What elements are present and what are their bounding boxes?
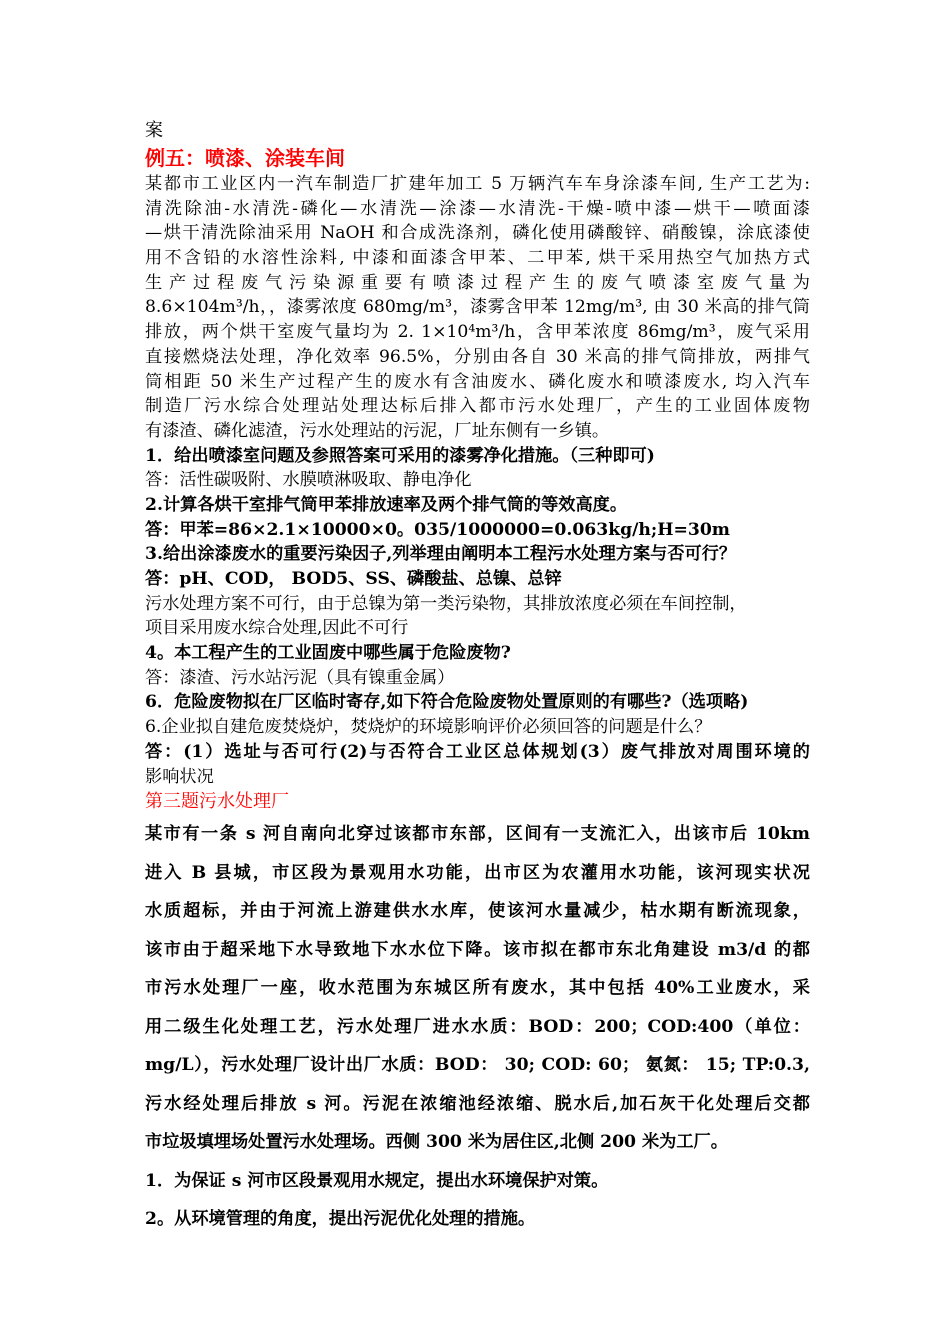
paragraph-line: 某市有一条 s 河自南向北穿过该都市东部，区间有一支流汇入，出该市后 10km <box>145 824 810 845</box>
answer-6: 答：(1）选址与否可行(2)与否符合工业区总体规划(3）废气排放对周围环境的 <box>145 741 810 762</box>
answer-4: 答：漆渣、污水站污泥（具有镍重金属） <box>145 667 455 688</box>
paragraph-line: 市垃圾填埋场处置污水处理场。西侧 300 米为居住区,北侧 200 米为工厂。 <box>145 1132 728 1153</box>
paragraph-line: mg/L），污水处理厂设计出厂水质：BOD： 30; COD: 60； 氨氮： 15; TP:0.3, <box>145 1055 810 1076</box>
paragraph-line: 进入 B 县城，市区段为景观用水功能，出市区为农灌用水功能，该河现实状况 <box>145 862 810 883</box>
question-2: 2.计算各烘干室排气筒甲苯排放速率及两个排气筒的等效高度。 <box>145 494 628 515</box>
section3-title: 第三题污水处理厂 <box>145 791 289 813</box>
answer-3-detail: 污水处理方案不可行，由于总镍为第一类污染物，其排放浓度必须在车间控制， <box>145 593 747 614</box>
example5-questions <box>145 444 810 790</box>
paragraph-line: 用二级生化处理工艺，污水处理厂进水水质：BOD：200；COD:400（单位： <box>145 1016 810 1037</box>
answer-3-detail: 项目采用废水综合处理,因此不可行 <box>145 618 409 639</box>
question-line: 1．为保证 s 河市区段景观用水规定，提出水环境保护对策。 <box>145 1170 609 1191</box>
paragraph-line: 有漆渣、磷化滤渣，污水处理站的污泥，厂址东侧有一乡镇。 <box>145 420 610 441</box>
paragraph-line: 用不含铅的水溶性涂料, 中漆和面漆含甲苯、二甲苯, 烘干采用热空气加热方式 <box>145 248 810 269</box>
question-5: 6．危险废物拟在厂区临时寄存,如下符合危险废物处置原则的有哪些?（选项略) <box>145 692 749 713</box>
section3-body <box>145 815 810 1239</box>
paragraph-line: 8.6×104m³/h，，漆雾浓度 680mg/m³，漆雾含甲苯 12mg/m³, 由 30 米高的排气筒 <box>145 297 810 318</box>
paragraph-line: 污水经处理后排放 s 河。污泥在浓缩池经浓缩、脱水后,加石灰干化处理后交都 <box>145 1093 810 1114</box>
paragraph-line: 水质超标，并由于河流上游建供水水库，使该河水量减少，枯水期有断流现象， <box>145 901 810 922</box>
answer-2: 答：甲苯=86×2.1×10000×0。035/1000000=0.063kg/h;H=30m <box>145 519 730 540</box>
question-6: 6.企业拟自建危废焚烧炉，焚烧炉的环境影响评价必须回答的问题是什么？ <box>145 717 712 738</box>
paragraph-line: 市污水处理厂一座，收水范围为东城区所有废水，其中包括 40%工业废水，采 <box>145 978 810 999</box>
paragraph-line: —烘干清洗除油采用 NaOH 和合成洗涤剂，磷化使用磷酸锌、硝酸镍，涂底漆使 <box>145 223 810 244</box>
example5-paragraph <box>145 172 810 444</box>
paragraph-line: 排放，两个烘干室废气量均为 2. 1×10⁴m³/h，含甲苯浓度 86mg/m³，废气采用 <box>145 322 810 343</box>
answer-1: 答：活性碳吸附、水膜喷淋吸取、静电净化 <box>145 470 472 491</box>
example5-title: 例五：喷漆、涂装车间 <box>145 146 345 170</box>
paragraph-line: 制造厂污水综合处理站处理达标后排入都市污水处理厂，产生的工业固体废物 <box>145 396 810 417</box>
question-1: 1．给出喷漆室问题及参照答案可采用的漆雾净化措施。（三种即可) <box>145 445 655 466</box>
answer-3: 答：pH、COD， BOD5、SS、磷酸盐、总镍、总锌 <box>145 569 562 589</box>
answer-fragment: 案 <box>145 120 163 141</box>
paragraph-line: 该市由于超采地下水导致地下水水位下降。该市拟在都市东北角建设 m3/d 的都 <box>145 939 810 960</box>
document-body <box>145 118 810 1239</box>
question-line: 2。从环境管理的角度，提出污泥优化处理的措施。 <box>145 1209 536 1230</box>
paragraph-line: 某都市工业区内一汽车制造厂扩建年加工 5 万辆汽车车身涂漆车间, 生产工艺为: <box>145 174 810 194</box>
paragraph-line: 生产过程废气污染源重要有喷漆过程产生的废气喷漆室废气量为 <box>145 272 810 293</box>
paragraph-line: 直接燃烧法处理，净化效率 96.5%，分别由各自 30 米高的排气筒排放，两排气 <box>145 346 810 367</box>
paragraph-line: 清洗除油-水清洗-磷化—水清洗—涂漆—水清洗-干燥-喷中漆—烘干—喷面漆 <box>145 198 810 219</box>
answer-6-cont: 影响状况 <box>145 766 214 787</box>
paragraph-line: 筒相距 50 米生产过程产生的废水有含油废水、磷化废水和喷漆废水, 均入汽车 <box>145 371 810 392</box>
question-4: 4。本工程产生的工业固废中哪些属于危险废物? <box>145 643 511 664</box>
question-3: 3.给出涂漆废水的重要污染因子,列举理由阐明本工程污水处理方案与否可行？ <box>145 544 737 565</box>
